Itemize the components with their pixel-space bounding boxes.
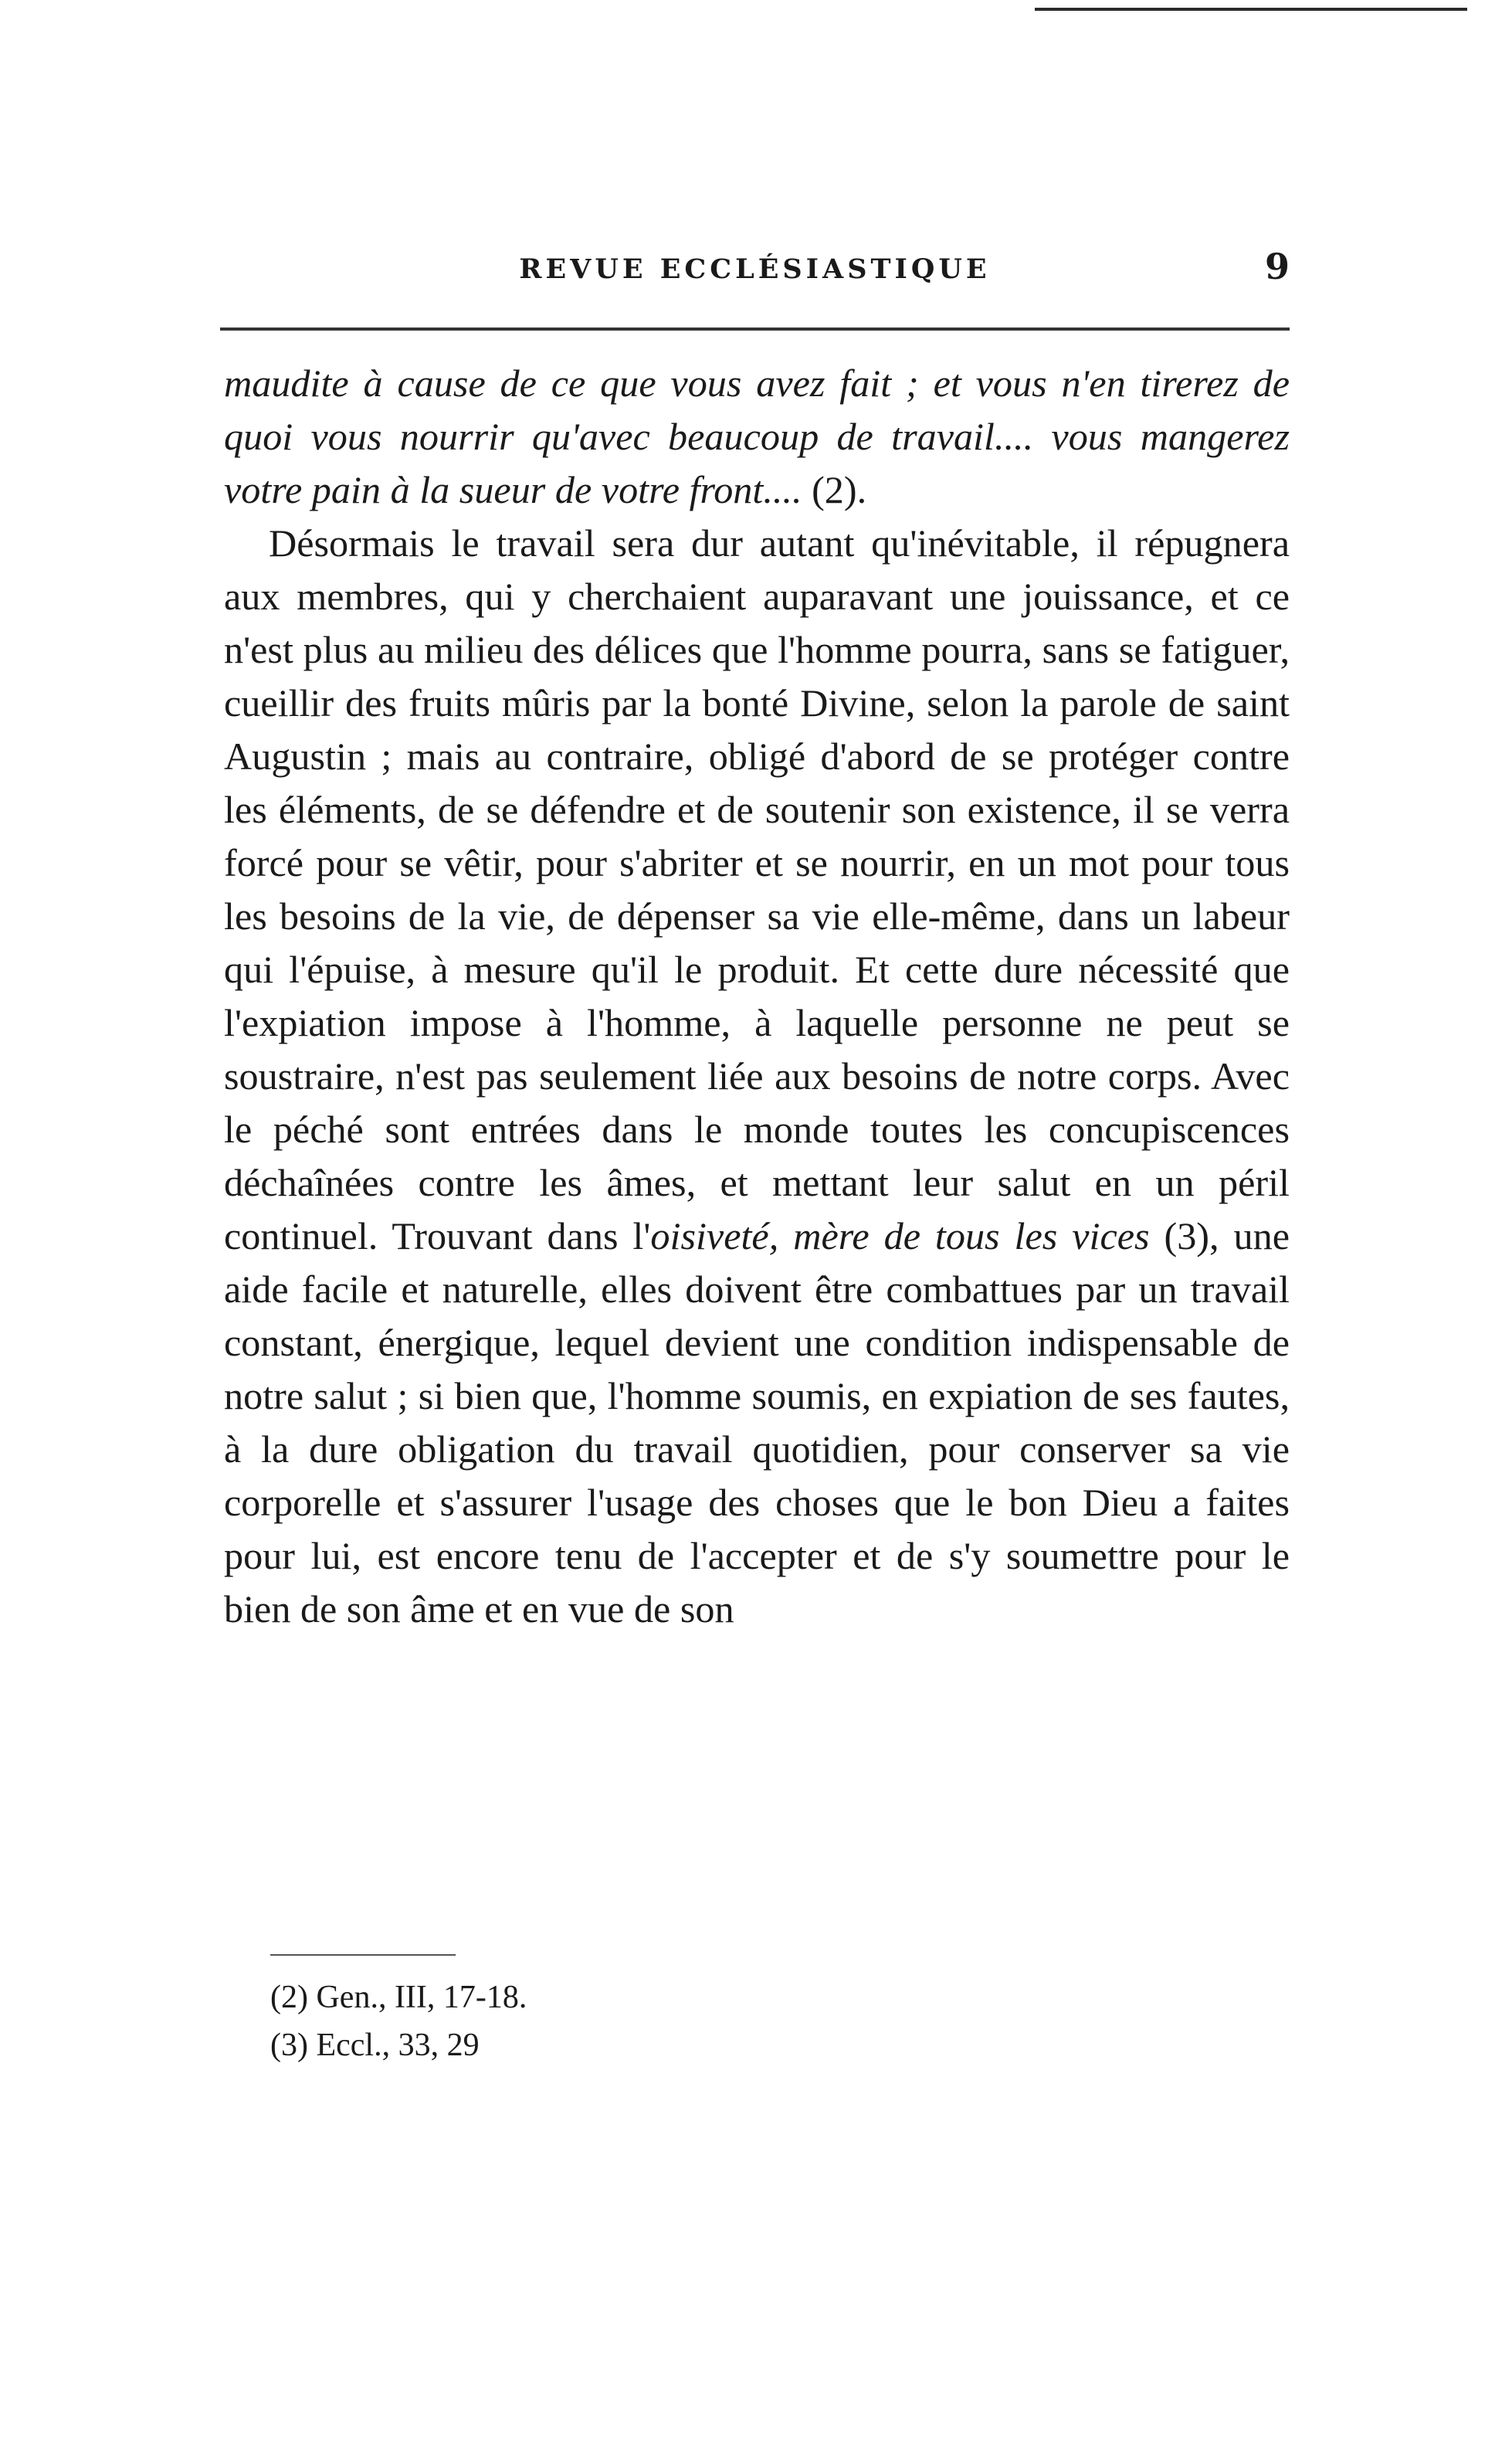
scripture-quote: maudite à cause de ce que vous avez fait ; et vous n'en tirerez de quoi vous nourrir qu'avec beaucoup de travail.... vous mangerez votre pain à la sueur de votre front....: [224, 361, 1290, 511]
quote-paragraph: [224, 357, 1290, 517]
footnotes: [270, 1973, 888, 2069]
footnote-ref-2: (2).: [802, 468, 867, 511]
footnote-2: (2) Gen., III, 17-18.: [270, 1980, 527, 2015]
footnote-ref-3: (3),: [1149, 1214, 1219, 1257]
header-rule: [220, 327, 1290, 331]
paragraph-text-2: une aide facile et naturelle, elles doivent être combattues par un travail constant, énergique, lequel devient une condition indispensable de notre salut ; si bien que, l'homme soumis, en expiation de ses fautes, à la dure obligation du travail quotidien, pour conserver sa vie corporelle et s'assurer l'usage des choses que le bon Dieu a faites pour lui, est encore tenu de l'accepter et de s'y soumettre pour le bien de son âme et en vue de son: [224, 1214, 1290, 1631]
footnote-rule: [270, 1954, 456, 1956]
paragraph-text-1: Désormais le travail sera dur autant qu'inévitable, il répugnera aux membres, qui y cherchaient auparavant une jouissance, et ce n'est plus au milieu des délices que l'homme pourra, sans se fatiguer, cueillir des fruits mûris par la bonté Divine, selon la parole de saint Augustin ; mais au contraire, obligé d'abord de se protéger contre les éléments, de se défendre et de soutenir son existence, il se verra forcé pour se vêtir, pour s'abriter et se nourrir, en un mot pour tous les besoins de la vie, de dépenser sa vie elle-même, dans un labeur qui l'épuise, à mesure qu'il le produit. Et cette dure nécessité que l'expiation impose à l'homme, à laquelle personne ne peut se soustraire, n'est pas seulement liée aux besoins de notre corps. Avec le péché sont entrées dans le monde toutes les concupiscences déchaînées contre les âmes, et mettant leur salut en un péril continuel. Trouvant dans l': [224, 521, 1290, 1257]
main-text: [224, 357, 1290, 1636]
italic-phrase: oisiveté, mère de tous les vices: [650, 1214, 1150, 1257]
page-header: [220, 246, 1290, 292]
footnote-3: (3) Eccl., 33, 29: [270, 2028, 480, 2063]
page-number: 9: [1264, 246, 1290, 287]
body-paragraph: [224, 517, 1290, 1636]
top-edge-rule: [1035, 8, 1467, 11]
running-title: REVUE ECCLÉSIASTIQUE: [519, 253, 991, 285]
